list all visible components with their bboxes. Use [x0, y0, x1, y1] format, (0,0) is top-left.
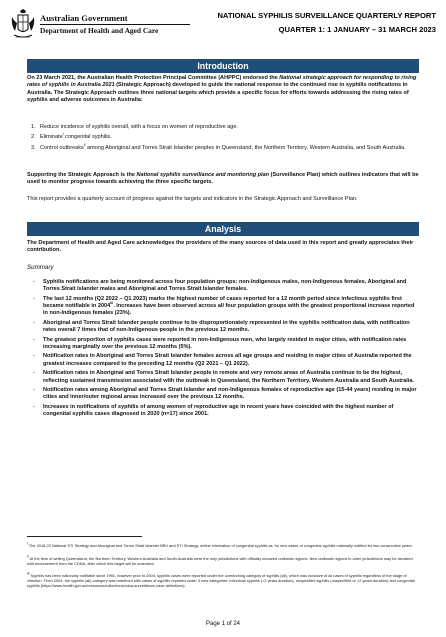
bullet-text: The last 12 months (Q2 2022 – Q1 2023) marks the highest number of cases reported for a 12 month period since infectious syphilis first became notifiable in 2004: [43, 295, 402, 310]
summary-bullet: - Aboriginal and Torres Strait Islander people continue to be disproportionately represented in the syphilis notification data, with notification rates overall 7 times that of non-Indigenous people in the previous 12 months.: [33, 319, 410, 334]
coat-of-arms-icon: [10, 9, 36, 43]
intro-p2-start: Supporting the Strategic Approach is the: [27, 172, 137, 178]
footnote-text: The 2018-22 National STI Strategy and Aboriginal and Torres Strait Islander BBV and STI Strategy, define elimination of congenital syphilis as ‘no new cases of congenital syphilis nationally notified for two consecutive years’.: [28, 543, 414, 548]
bullet-text: Increases in notifications of syphilis of among women of reproductive age in recent years have coincided with the highest number of congenital syphilis cases diagnosed in 2020 (n=17) since 2001.: [43, 403, 394, 418]
government-logo: [10, 9, 220, 51]
summary-bullets: [27, 279, 419, 421]
intro-paragraph-2: [27, 172, 419, 187]
target-text-after: among Aboriginal and Torres Strait Islander peoples in Queensland, the Northern Territory, Western Australia, and South Australia.: [85, 144, 406, 151]
footnote-ref: iii: [110, 301, 114, 306]
bullet-text: Notification rates in Aboriginal and Torres Strait Islander people in remote and very remote areas of Australia continue to be the highest, reflecting sustained transmission associated with the outbreak in Queensland, the Northern Territory, Western Australia and South Australia.: [43, 370, 414, 384]
page-header: [0, 0, 446, 56]
strategic-approach-title: National strategic approach for responding to rising rates of syphilis in Australia 2021: [27, 75, 417, 89]
summary-label: Summary: [27, 264, 54, 271]
footnote-mark: ii: [27, 554, 29, 559]
report-title: NATIONAL SYPHILIS SURVEILLANCE QUARTERLY REPORT: [217, 11, 436, 20]
bullet-text-after: . Increases have been observed across all four population groups with the greatest proportional increase reported in non-Indigenous females (23%).: [43, 303, 415, 317]
logo-divider: [40, 24, 190, 25]
footnote-text: At the time of writing Queensland, the Northern Territory, Western Australia and South Australia were the only jurisdictions with officially declared outbreak regions. New outbreak regions in other jurisdictions may be declared with endorsement from the CDNA, after which this target will be amended.: [27, 556, 413, 566]
footnote-item: [27, 556, 419, 566]
footnote-item: [27, 573, 419, 588]
target-text: Reduce incidence of syphilis overall, with a focus on women of reproductive age.: [40, 124, 238, 130]
target-text: Eliminate: [40, 134, 63, 141]
footnote-mark: iii: [27, 571, 30, 576]
bullet-text: Notification rates in Aboriginal and Torres Strait Islander females across all age groups and residing in major cities of Australia reported the greatest increases compared to the preceding 12 months (Q2 2021 – Q1 2022).: [43, 353, 412, 367]
intro-p1-start: On 23 March 2021, the Australian Health Protection Principal Committee (AHPPC) endorsed the: [27, 75, 280, 81]
bullet-text: The greatest proportion of syphilis cases were reported in non-Indigenous men, who largely resided in major cities, with notification rates increasing marginally over the previous 12 months (5%).: [43, 336, 407, 350]
target-number: 2.: [31, 134, 36, 141]
target-text: Control outbreaks: [40, 144, 84, 151]
summary-bullet: - Increases in notifications of syphilis of among women of reproductive age in recent years have coincided with the highest number of congenital syphilis cases diagnosed in 2020 (n=17) since 2001.: [33, 403, 394, 418]
target-number: 1.: [31, 124, 36, 130]
summary-bullet: - Notification rates among Aboriginal and Torres Strait Islander and non-Indigenous females of reproductive age (15-44 years) residing in major cities and inner/outer regional areas increased over the previous 12 months.: [33, 386, 417, 401]
target-item: [27, 134, 419, 141]
target-text-after: congenital syphilis.: [63, 134, 112, 141]
government-name: Australian Government: [40, 13, 128, 23]
intro-p1-end: (Strategic Approach) developed to guide the national response to the continued rise in syphilis notifications in Australia. The Strategic Approach outlines three national targets which provide a specific focus for efforts towards addressing the rising rates of syphilis and adverse outcomes in Australia:: [27, 82, 409, 103]
summary-bullet: - Notification rates in Aboriginal and Torres Strait Islander females across all age groups and residing in major cities of Australia reported the greatest increases compared to the preceding 12 months (Q2 2021 – Q1 2022).: [33, 353, 412, 367]
intro-p2-end: (Surveillance Plan) which outlines indicators that will be used to monitor progress towards achieving the three specific targets.: [27, 172, 419, 186]
intro-paragraph-1: [27, 75, 419, 104]
bullet-text: Notification rates among Aboriginal and Torres Strait Islander and non-Indigenous females of reproductive age (15-44 years) residing in major cities and inner/outer regional areas increased over the previous 12 months.: [43, 386, 417, 401]
target-number: 3.: [31, 144, 36, 151]
intro-paragraph-3: This report provides a quarterly account of progress against the targets and indicators in the Strategic Approach and Surveillance Plan.: [27, 196, 358, 202]
summary-bullet: - Notification rates in Aboriginal and Torres Strait Islander people in remote and very remote areas of Australia continue to be the highest, reflecting sustained transmission associated with the outbreak in Queensland, the Northern Territory, Western Australia and South Australia.: [33, 370, 414, 384]
target-item: [27, 124, 419, 131]
footnote-divider: [27, 536, 142, 537]
footnote-item: [27, 543, 419, 548]
department-name: Department of Health and Aged Care: [40, 26, 159, 35]
targets-list: [27, 124, 419, 152]
footnote-ref: i: [62, 132, 64, 137]
footnote-mark: i: [27, 541, 28, 546]
introduction-heading: Introduction: [27, 59, 419, 73]
bullet-text: Aboriginal and Torres Strait Islander people continue to be disproportionately represented in the syphilis notification data, with notification rates overall 7 times that of non-Indigenous people in the previous 12 months.: [43, 319, 410, 334]
footnote-text: Syphilis has been nationally notifiable since 1991, however prior to 2004, syphilis cases were reported under the overarching category of syphilis (all), which was inclusive of all cases of syphilis regardless of the stage of infection. From 2004, the syphilis (all) category was redefined with cases of syphilis reported under 3 new categories: infectious syphilis (<2 years duration), unspecified syphilis (unspecified or >2 years duration) and congenital syphilis (https://www.health.gov.au/resources/collections/cdna-surveillance-case-definitions).: [27, 573, 415, 588]
summary-bullet: - Syphilis notifications are being monitored across four population groups: non-Indigenous males, non-Indigenous females, Aboriginal and Torres Strait Islander males and Aboriginal and Torres Strait Islander females.: [33, 279, 407, 293]
summary-bullet: - The last 12 months (Q2 2022 – Q1 2023) marks the highest number of cases reported for a 12 month period since infectious syphilis first became notifiable in 2004$^{iii}$. Increases have been observed across all four population groups with the greatest proportional increase reported in non-Indigenous females (23%).: [33, 295, 415, 317]
footnote-ref: ii: [83, 142, 86, 147]
page-number: Page 1 of 24: [205, 621, 241, 627]
report-subtitle: QUARTER 1: 1 JANUARY – 31 MARCH 2023: [278, 25, 436, 34]
analysis-heading: Analysis: [27, 222, 419, 236]
target-item: [27, 142, 419, 152]
surveillance-plan-title: National syphilis surveillance and monitoring plan: [136, 172, 270, 178]
summary-bullet: - The greatest proportion of syphilis cases were reported in non-Indigenous men, who largely resided in major cities, with notification rates increasing marginally over the previous 12 months (5%).: [33, 336, 407, 350]
acknowledgement-text: The Department of Health and Aged Care acknowledges the providers of the many sources of data used in this report and greatly appreciates their contribution.: [27, 240, 414, 254]
bullet-text: Syphilis notifications are being monitored across four population groups: non-Indigenous males, non-Indigenous females, Aboriginal and Torres Strait Islander males and Aboriginal and Torres Strait Islander females.: [43, 279, 407, 293]
